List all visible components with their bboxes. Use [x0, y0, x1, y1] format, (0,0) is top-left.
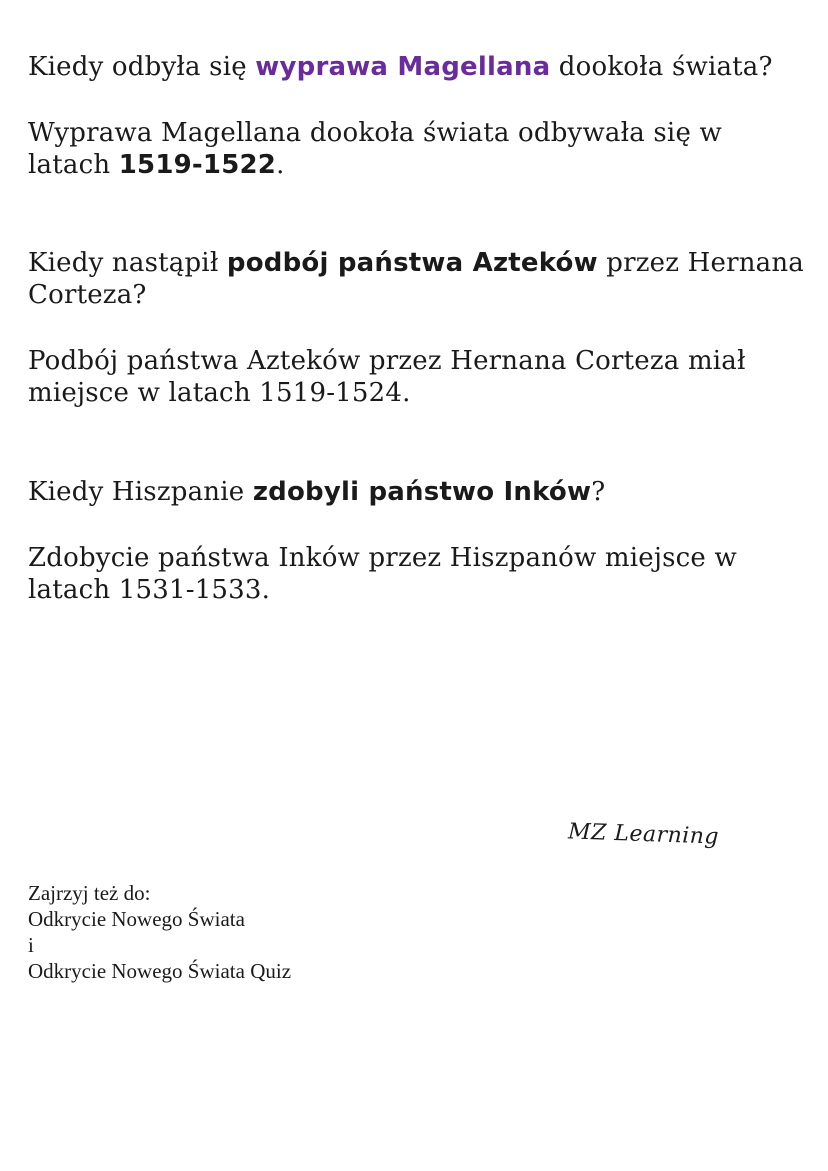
- question-aztecs-highlight: podbój państwa Azteków: [226, 248, 598, 278]
- question-aztecs-post: przez Hernana Corteza?: [28, 248, 804, 310]
- question-incas-pre: Kiedy Hiszpanie: [28, 477, 253, 507]
- answer-aztecs: Podbój państwa Azteków przez Hernana Corteza miał miejsce w latach 1519-1524.: [28, 346, 746, 408]
- question-magellan-pre: Kiedy odbyła się: [28, 52, 256, 82]
- question-aztecs-pre: Kiedy nastąpił: [28, 248, 227, 278]
- question-incas-highlight: zdobyli państwo Inków: [252, 477, 592, 507]
- footer-connector: i: [28, 933, 34, 957]
- signature-mz-learning: MZ Learning: [567, 819, 720, 850]
- question-magellan-highlight: wyprawa Magellana: [255, 52, 551, 82]
- footer-link-discovery[interactable]: Odkrycie Nowego Świata: [28, 907, 245, 931]
- question-magellan-post: dookoła świata?: [550, 52, 773, 82]
- question-magellan: [28, 51, 808, 83]
- answer-magellan-highlight: 1519-1522: [118, 150, 277, 180]
- answer-magellan-pre: Wyprawa Magellana dookoła świata odbywała się w latach: [28, 118, 722, 180]
- footer-intro: Zajrzyj też do:: [28, 881, 151, 905]
- question-incas: [28, 476, 808, 508]
- question-incas-post: ?: [591, 477, 606, 507]
- answer-magellan-post: .: [276, 150, 285, 180]
- footer-link-discovery-quiz[interactable]: Odkrycie Nowego Świata Quiz: [28, 959, 292, 983]
- answer-magellan: [28, 117, 808, 181]
- footer-see-also: [28, 880, 291, 984]
- question-aztecs: [28, 247, 808, 311]
- answer-incas: Zdobycie państwa Inków przez Hiszpanów miejsce w latach 1531-1533.: [28, 543, 737, 605]
